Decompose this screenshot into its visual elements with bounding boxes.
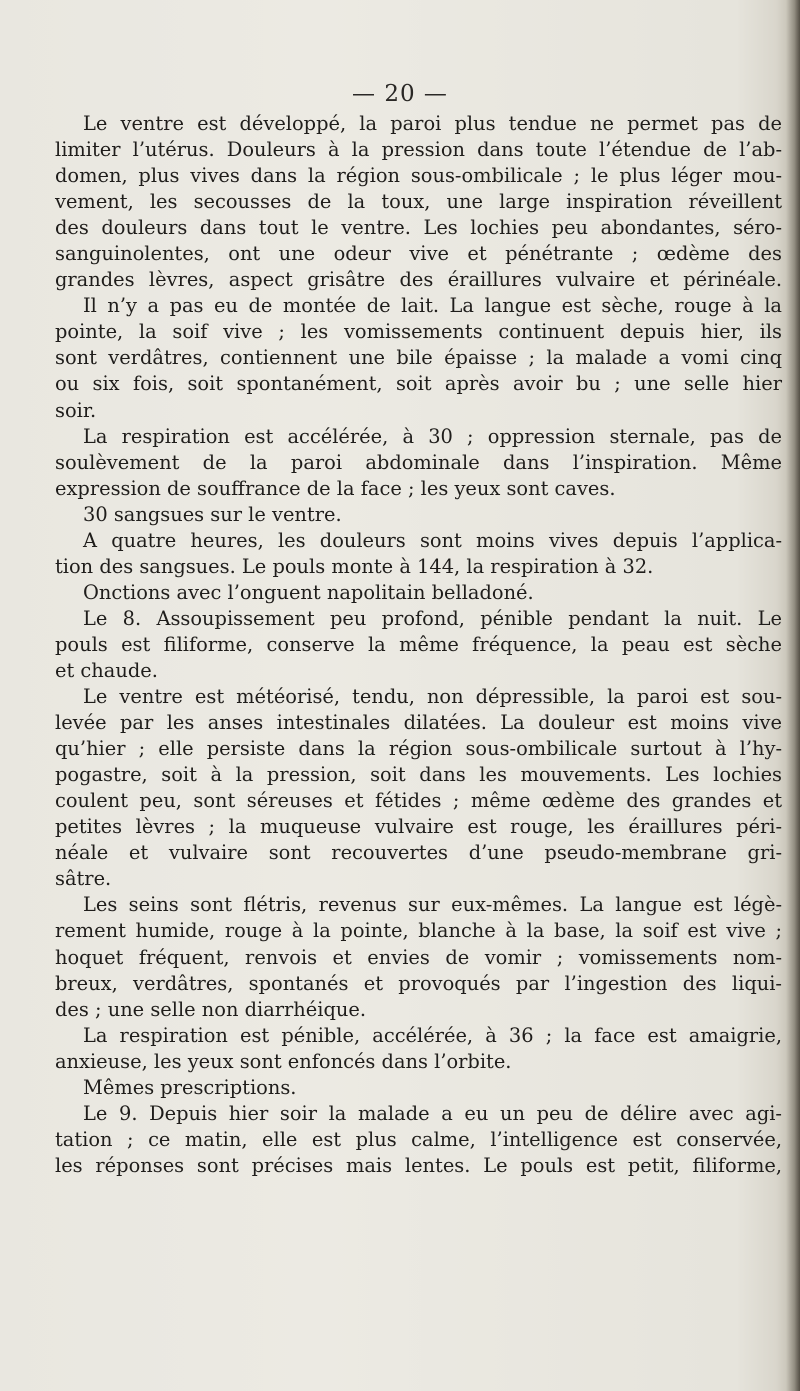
text-line: domen, plus vives dans la région sous-ombilicale ; le plus léger mou-: [55, 164, 782, 188]
text-line: hoquet fréquent, renvois et envies de vomir ; vomissements nom-: [55, 945, 782, 969]
text-line: vement, les secousses de la toux, une large inspiration réveillent: [55, 190, 782, 214]
text-line: des ; une selle non diarrhéique.: [55, 997, 367, 1021]
text-line: sont verdâtres, contiennent une bile épaisse ; la malade a vomi cinq: [55, 346, 782, 370]
page-number: — 20 —: [352, 81, 448, 107]
text-line: soulèvement de la paroi abdominale dans l’inspiration. Même: [55, 450, 782, 474]
text-line: sâtre.: [55, 867, 112, 891]
text-line: Mêmes prescriptions.: [83, 1075, 297, 1099]
text-line: Le ventre est météorisé, tendu, non dépressible, la paroi est sou-: [83, 685, 782, 709]
text-line: La respiration est pénible, accélérée, à 36 ; la face est amaigrie,: [83, 1023, 782, 1047]
body-text: [55, 111, 782, 1179]
text-line: expression de souffrance de la face ; les yeux sont caves.: [55, 476, 616, 500]
text-line: néale et vulvaire sont recouvertes d’une pseudo-membrane gri-: [55, 841, 782, 865]
text-line: tation ; ce matin, elle est plus calme, l’intelligence est conservée,: [55, 1127, 782, 1151]
text-line: pogastre, soit à la pression, soit dans les mouvements. Les lochies: [55, 763, 782, 787]
text-line: pointe, la soif vive ; les vomissements continuent depuis hier, ils: [55, 320, 782, 344]
text-line: tion des sangsues. Le pouls monte à 144, la respiration à 32.: [55, 554, 654, 578]
text-line: coulent peu, sont séreuses et fétides ; même œdème des grandes et: [55, 789, 782, 813]
text-line: limiter l’utérus. Douleurs à la pression dans toute l’étendue de l’ab-: [55, 138, 782, 162]
text-line: et chaude.: [55, 658, 158, 682]
text-line: les réponses sont précises mais lentes. Le pouls est petit, filiforme,: [55, 1153, 782, 1177]
text-line: des douleurs dans tout le ventre. Les lochies peu abondantes, séro-: [55, 216, 782, 240]
page-edge-shadow: [786, 0, 800, 1391]
text-line: Le 8. Assoupissement peu profond, pénible pendant la nuit. Le: [83, 606, 782, 630]
text-line: Il n’y a pas eu de montée de lait. La langue est sèche, rouge à la: [83, 294, 782, 318]
text-line: ou six fois, soit spontanément, soit après avoir bu ; une selle hier: [55, 372, 782, 396]
text-line: rement humide, rouge à la pointe, blanche à la base, la soif est vive ;: [55, 919, 782, 943]
text-line: qu’hier ; elle persiste dans la région sous-ombilicale surtout à l’hy-: [55, 737, 782, 761]
text-line: pouls est filiforme, conserve la même fréquence, la peau est sèche: [55, 632, 782, 656]
text-line: Le 9. Depuis hier soir la malade a eu un peu de délire avec agi-: [83, 1101, 782, 1125]
text-line: grandes lèvres, aspect grisâtre des éraillures vulvaire et périnéale.: [55, 268, 782, 292]
text-line: anxieuse, les yeux sont enfoncés dans l’orbite.: [55, 1049, 512, 1073]
text-line: Onctions avec l’onguent napolitain belladoné.: [83, 580, 534, 604]
text-line: La respiration est accélérée, à 30 ; oppression sternale, pas de: [83, 424, 782, 448]
text-line: sanguinolentes, ont une odeur vive et pénétrante ; œdème des: [55, 242, 782, 266]
text-line: levée par les anses intestinales dilatées. La douleur est moins vive: [55, 711, 782, 735]
text-line: 30 sangsues sur le ventre.: [83, 502, 342, 526]
text-line: Les seins sont flétris, revenus sur eux-mêmes. La langue est légè-: [83, 893, 782, 917]
text-line: petites lèvres ; la muqueuse vulvaire est rouge, les éraillures péri-: [55, 815, 782, 839]
text-line: Le ventre est développé, la paroi plus tendue ne permet pas de: [83, 112, 782, 135]
text-line: breux, verdâtres, spontanés et provoqués par l’ingestion des liqui-: [55, 971, 782, 995]
text-line: soir.: [55, 398, 97, 422]
text-line: A quatre heures, les douleurs sont moins vives depuis l’applica-: [83, 528, 782, 552]
